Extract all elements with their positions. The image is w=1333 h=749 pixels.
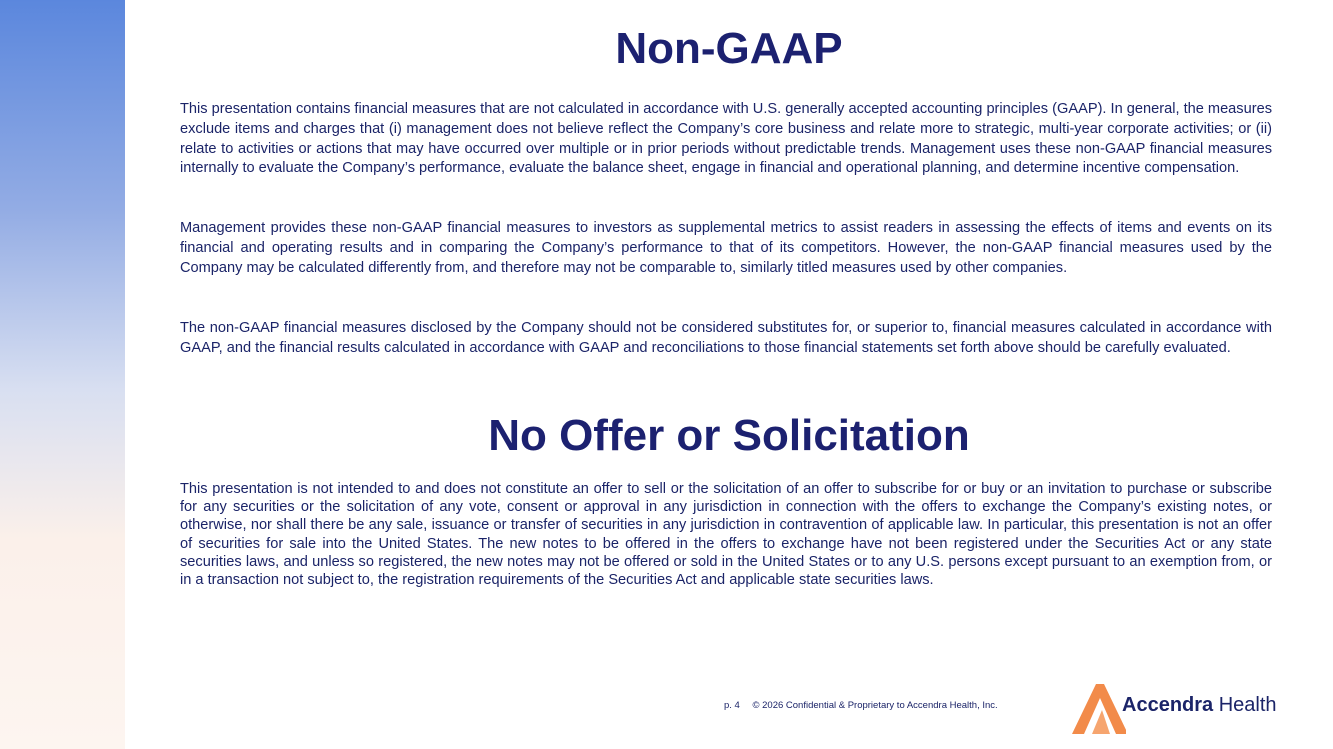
non-gaap-paragraph-2: Management provides these non-GAAP financial measures to investors as supplemental metrics to assist readers in assessing the effects of items and events on its financial and operating results and in comparing the Company’s performance to that of its competitors. However, the non-GAAP financial measures used by the Company may be calculated differently from, and therefore may not be comparable to, similarly titled measures used by other companies.: [180, 220, 1272, 276]
side-gradient-band: [0, 0, 125, 749]
accendra-a-mark-icon: [1070, 680, 1126, 736]
accendra-health-logo: [1070, 678, 1290, 738]
non-gaap-paragraph-3: The non-GAAP financial measures disclosed by the Company should not be considered substitutes for, or superior to, financial measures calculated in accordance with GAAP, and the financial results calculated in accordance with GAAP and reconciliations to those financial statements set forth above should be carefully evaluated.: [180, 320, 1272, 356]
non-gaap-paragraph-1: This presentation contains financial measures that are not calculated in accordance with U.S. generally accepted accounting principles (GAAP). In general, the measures exclude items and charges that (i) management does not believe reflect the Company’s core business and relate more to strategic, multi-year corporate activities; or (ii) relate to activities or actions that may have occurred over multiple or in prior periods without predictable trends. Management uses these non-GAAP financial measures internally to evaluate the Company’s performance, evaluate the balance sheet, engage in financial and operational planning, and determine incentive compensation.: [180, 101, 1272, 177]
footer: [724, 700, 1008, 711]
section-title-no-offer: No Offer or Solicitation: [488, 411, 970, 460]
logo-wordmark: [1122, 694, 1277, 717]
no-offer-paragraph: This presentation is not intended to and does not constitute an offer to sell or the solicitation of an offer to subscribe for or buy or an invitation to purchase or subscribe for any securities or the solicitation of any vote, consent or approval in any jurisdiction in connection with the offers to exchange the Company’s existing notes, or otherwise, nor shall there be any sale, issuance or transfer of securities in any jurisdiction in contravention of applicable law. In particular, this presentation is not an offer of securities for sale into the United States. The new notes to be offered in the offers to exchange have not been registered under the Securities Act or any state securities laws, and unless so registered, the new notes may not be offered or sold in the United States or to any U.S. persons except pursuant to an exemption from, or in a transaction not subject to, the registration requirements of the Securities Act and applicable state securities laws.: [180, 481, 1272, 589]
logo-wordmark-bold: Accendra: [1122, 694, 1214, 716]
copyright-notice: © 2026 Confidential & Proprietary to Accendra Health, Inc.: [752, 700, 998, 711]
logo-wordmark-light: Health: [1213, 694, 1277, 716]
page-number: p. 4: [724, 700, 740, 711]
section-title-non-gaap: Non-GAAP: [615, 24, 843, 73]
